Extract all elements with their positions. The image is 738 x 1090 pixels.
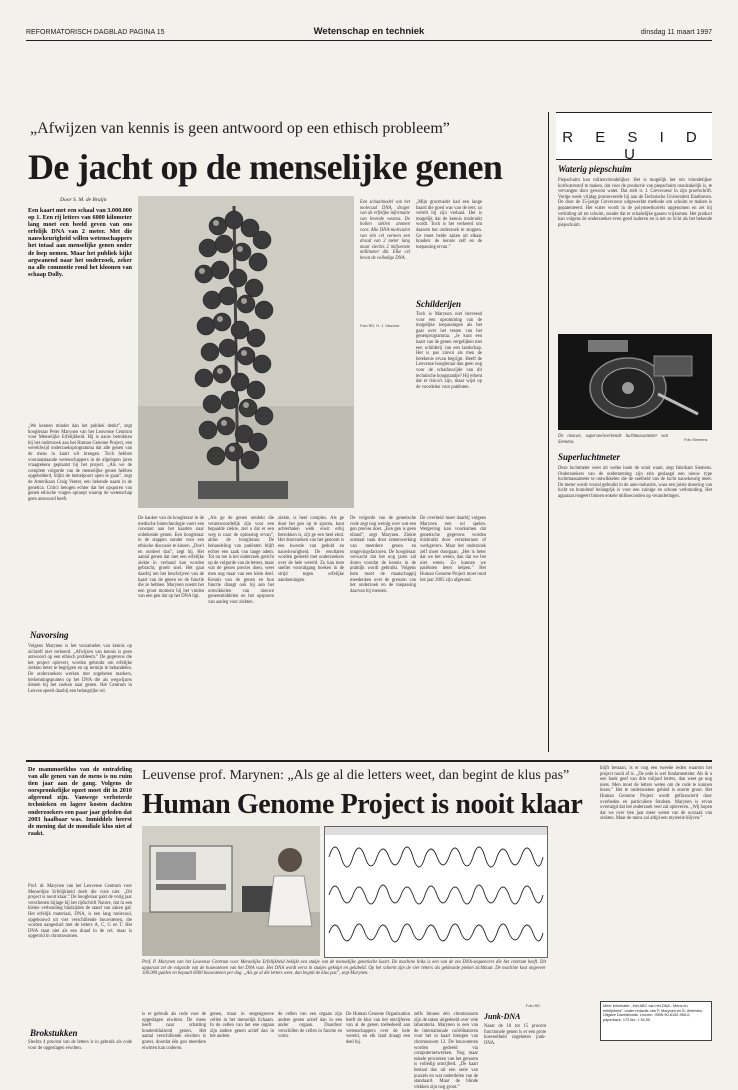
article2-col6-body2: Naast de 10 tot 15 procent functionele genen is er een grote hoeveelheid zogeheten junk-DNA. [484,1024,546,1046]
section-title: Wetenschap en techniek [313,26,425,37]
article2-col6-body: zelfs binnen één chromosoom zijn de taken uitgedeeld over vele laboratoria. Marynen is een van de internationale coördinatoren voor het in kaart brengen van chromosoom 12. De bouwstenen worden gedeeld via computernetwerken. Nog maar enkele procenten van het genoom is volledig ontcijferd. „De kaart bestaat dus uit een serie van puzzels en wat onderdelen van de standaard. Maar de blinde vlekken zijn nog groot.” [414,1012,478,1090]
article-divider [26,760,712,762]
article1-col1-body: „We kennen minder dan het publiek denkt”, zegt hoogleraar Peter Marynen van het Leuvense Centrum voor Menselijke Erfelijkheid. Hij is nauw betrokken bij het onderzoek aan het Human Genome Project, een wereldwijd onderzoeksprogramma dat alle genen van de mens in kaart wil brengen. Toch hebben vooraanstaande wetenschappers in de afgelopen jaren vraagtekens geplaatst bij het project. „Als we de complete volgorde van de menselijke genen hebben opgehelderd, blijkt de hemelpoort open te gaan”, zegt de Amerikaan Craig Venter, een bekende naam in de genetica. Critici betogen echter dat het opsporen van genen ethische vragen oproept waarop de wetenschap geen antwoord heeft. [28,424,132,502]
article1-col6-body: „Mijn grootvader had een lange baard die goed was van de teer, zo vertelt hij zijn verhaal. Het is mogelijk dat de kennis misbruikt wordt. Toch is het verkeerd om daarom het onderzoek te stoppen. Ge moet beide zaken uit elkaar houden: de kennis zelf en de toepassing ervan.” [416,200,482,250]
residu-subhead-superluchtmeter: Superluchtmeter [558,452,621,462]
article2-col7-body: blijft bestaan, is er nog een tweede reden waarom het project nooit af is. „De orde is wel fundamenteler. Als ik u een boek geef van drie miljard letters, dan weet ge nog niets. Men moet de letters weten om de code te kunnen lezen.” Het te onderzoeken gebied is enorm groot. Het Human Genome Project wordt gefinancierd door overheden en particuliere fondsen. Marynen is ervan overtuigd dat het onderzoek veel zal opleveren. „Wij hopen dat we over tien jaar meer weten van de oorzaak van ziekten. Maar de mens zal altijd een mysterie blijven.” [600,766,712,822]
residu-banner [556,112,712,163]
article1-subhead-navorsing: Navorsing [30,630,69,640]
article1-col1-body2: Volgens Marynen is het verzamelen van kennis op zichzelf niet verkeerd. „Afwijzen van kennis is geen antwoord op een ethisch probleem.” De gegevens die het project oplevert, worden gebruikt om erfelijke ziekten beter te begrijpen en op termijn te behandelen. De onderzoekers werken met zogeheten markers, herkenningspunten op het DNA die als wegwijzers dienen bij het zoeken naar genen. Het Centrum in Leuven speelt daarbij een belangrijke rol. [28,644,132,694]
residu-photo-credit: Foto Siemens [684,438,708,442]
column-divider [548,112,549,752]
dna-model-photo [138,196,354,508]
article2-col1-body2: Slechts 4 procent van de letters is in gebruik als code voor de opgeslagen eiwitten. [28,1040,132,1051]
book-info-text: Meer informatie: „Het ABC van het DNA - Mens en erfelijkheid”, onder redactie van P. Marynen en B. Weehles. Uitgave Davidsfonds. Leuven. ISBN 90-6152-965-0; paperback, 172 blz.; f 34,50. [603,1004,703,1022]
article1-headline: De jacht op de menselijke genen [28,147,503,187]
residu-subhead-piepschuim: Waterig piepschuim [558,164,632,174]
publication-name: REFORMATORISCH DAGBLAD PAGINA 15 [26,29,165,36]
residu-text-superluchtmeter: Deze luchtmeter weet uit welke hoek de wind waait, zegt fabrikant Siemens. Onderzoekers van de onderneming zijn erin geslaagd een nieuw type luchtmassameter te ontwikkelen die de snelheid van de lucht nauwkeurig meet. De meter wordt vooral gebruikt in de auto-industrie, waar een juiste dosering van lucht en brandstof belangrijk is voor een zuinige en schone verbranding. Het apparaat reageert binnen enkele milliseconden op veranderingen. [558,466,712,499]
article2-lead: De mammoetklus van de ontrafeling van alle genen van de mens is nu ruim tien jaar aan de gang. Volgens de oorspronkelijke opzet moet dit in 2010 afgerond zijn. Vanwege verbeterde technieken en lagere kosten dachten onderzoekers een paar jaar geleden dat 2003 haalbaar was. Inmiddels heerst de mening dat de mondiale klus niet af raakt. [28,766,132,837]
article1-photo-caption: Een schaalmodel van het molecuul DNA, drager van de erfelijke informatie van levende wezens. De bollen stellen atomen voor. Alle DNA-moleculen van één cel vormen een draad van 2 meter lang maar slechts 2 miljoenste millimeter dik. Elke cel bevat de volledige DNA. [360,200,410,261]
air-meter-photo [558,334,712,430]
residu-text-piepschuim: Piepschuim kan milieuvriendelijker. Het is mogelijk het om vriendelijker korfwaterstof te maken, dat voor de productie van piepschuim noodzakelijk is, te vervangen door gewoon water. Dat stelt ir. J. Crevecoeur in zijn proefschrift. Vorige week vrijdag promoveerde hij aan de Technische Universiteit Eindhoven. De door de 25-jarige Crevecoeur uitgewerkte methode om schuim te maken is gepatenteerd. Het water wordt in de polymeerkorrels opgenomen en zet bij verhitting uit tot schuim, zonder dat er schadelijke gassen vrijkomen. Het product kan volgens de onderzoeker even goed isoleren en is net zo licht als het bekende piepschuim. [558,178,712,228]
article1-byline: Door S. M. de Bruijn [60,197,107,203]
residu-photo-caption: De nieuwe, supersnelwerkende luchtmassameter van Siemens. [558,434,668,445]
article2-headline: Human Genome Project is nooit klaar [142,789,583,820]
article1-col7-body: De volgorde van de genetische code zegt nog weinig over wat een gen precies doet. „Een gen is geen eiland”, zegt Marynen. Ziekte ontstaat vaak door samenwerking van meerdere genen en omgevingsfactoren. De hoogleraar verwacht dat het nog jaren zal duren voordat de kennis in de praktijk wordt gebruikt. Volgens hem moet de maatschappij meedenken over de grenzen van het onderzoek en de toepassing daarvan bij mensen. [350,516,416,594]
article2-col5-body: De Human Genome Organization heeft de klus van het ontcijferen van al de genen toebedeeld aan wetenschappers over de hele wereld, en elk land draagt een deel bij. [346,1012,410,1045]
article2-photo-caption: Prof. P. Marynen van het Leuvense Centrum voor Menselijke Erfelijkheid bekijkt een stukje van de menselijke genetische kaart. De machine links is een van de zes DNA-sequencers die het centrum heeft. Dit apparaat zet de volgorde van de bouwstenen van het DNA vast. Het DNA wordt eerst in stukjes geknipt en gelabeld. Op het scherm zijn de vier letters als gekleurde pieken zichtbaar. De machine kost ongeveer 100.000 gulden en bepaalt 6000 bouwstenen per dag. „Als ge al die letters weet, dan begint de klus pas”, zegt Marynen. [142,960,546,977]
article2-col2-body: is er gebruik als code voor de opgeslagen eiwitten. De mens heeft naar schatting honderdduizend genen. Het aantal verschillende eiwitten is groter, doordat één gen meerdere eiwitten kan coderen. [142,1012,206,1051]
article2-photo-credit: Foto RD [526,1004,541,1008]
article2-kicker: Leuvense prof. Marynen: „Als ge al die letters weet, dan begint de klus pas” [142,768,570,783]
article1-col3-body: De kanker van de hoogleraar in de medische biotechnologie voert een constant aan het kaarten naar onbekende genen. Een hoogleraar in de stappen zonder voor een ethische discussie te kiezen. „Doe't en oordeel dan”, zegt hij. Het aantal genen dat met een erfelijke ziekte in verband kan worden gebracht, groeit snel. Het gaat daarbij om het beschrijven van de kaart van de genen en de functie die ze hebben. Marynen noemt het een groot moment bij het vinden van een gen dat op het DNA ligt. [138,516,204,600]
article1-photo-credit: Foto RD, H. J. Visscher [360,324,400,328]
lab-photo [142,826,320,956]
article2-subhead-junk-dna: Junk-DNA [484,1012,521,1021]
publication-date: dinsdag 11 maart 1997 [640,29,712,36]
article1-col8-body: De overheid moet daarbij volgens Marynen een rol spelen. Wetgeving kan voorkomen dat genetische gegevens worden misbruikt door verzekeraars of werkgevers. Maar het onderzoek zelf moet doorgaan. „Het is beter dat we het weten, dan dat we het niet weten. Zo kunnen we patiënten beter helpen.” Het Human Genome Project moet rond het jaar 2005 zijn afgerond. [420,516,486,583]
article2-col4-body: de cellen van een orgaan zijn andere genen actief dan in een ander orgaan. Daardoor verschillen de cellen in functie en vorm. [278,1012,342,1040]
article1-col5-body: ziekte, is heel complex. Als ge door het gen op te sporen, kunt achterhalen welk eiwit erbij betrokken is, zijt ge een heel eind. Het doorzoeken van het genoom is een kwestie van geduld en nauwkeurigheid. De resultaten worden gedeeld met onderzoekers over de hele wereld. Zo kan men sneller vooruitgang boeken in de strijd tegen erfelijke aandoeningen. [278,516,344,583]
article1-lead: Een kaart met een schaal van 3.000.000 op 1. Een rij letters van 6000 kilometer lang moet een beeld geven van ons erfelijk DNA van 2 meter. Met die nauwkeurigheid willen wetenschappers het totaal aan menselijke genen onder de loep nemen. Maar het publiek kijkt argwanend naar het onderzoek, zeker na alle commotie rond het kloonen van schaap Dolly. [28,207,132,278]
article1-col4-body: „Als ge de genen ontdekt die verantwoordelijk zijn voor een bepaalde ziekte, ziet u dat er een weg is naar de oplossing ervan”, aldus de hoogleraar. De behandeling van patiënten blijft echter een zaak van lange adem. Tot nu toe is het onderzoek gericht op de volgorde van de letters, maar wat de genen precies doen, weet men nog maar van een klein deel. Kennis van de genen en hun functie draagt ook bij aan het ontwikkelen van nieuwe geneesmiddelen en het opsporen van aanleg voor ziekten. [208,516,274,605]
page-header [26,26,712,41]
article1-kicker: „Afwijzen van kennis is geen antwoord op een ethisch probleem” [30,120,450,137]
sequencer-graph [324,826,548,958]
article1-col6-body2: Toch is Marynen niet bevreesd voor een opsomming van de mogelijke toepassingen als het gaat over het testen van het genenprogramma. „Je kunt een kaart van de genen vergelijken met een schilderij van een landschap. Het is pas zinvol als men de betekenis ervan begrijpt. Heeft de Leuvense hoogleraar dan geen oog voor de schaduwzijde van dit technische hoogstandje? Hij erkent dat er risico's zijn, maar wijst op de voordelen voor patiënten. [416,312,482,390]
article1-subhead-schilderijen: Schilderijen [416,299,462,309]
article2-subhead-brokstukken: Brokstukken [30,1028,78,1038]
residu-title: R E S I D U [562,129,706,163]
article2-col1-body: Prof. dr. Marynen van het Leuvense Centrum voor Menselijke Erfelijkheid deelt die visie niet. „Dit project is nooit klaar.” De hoogleraar pakt de vorig jaar verschenen bijlage bij het tijdschrift Nature, dat in een kleine verhouding bladzijden de stand van zaken gaf. Het erfelijk materiaal, DNA, is een lang molecuul, opgebouwd uit vier verschillende bouwstenen, die worden aangeduid met de letters A, C, G en T. Het DNA staat niet als een draad in de cel, maar is opgerold in chromosomen. [28,884,132,940]
book-info-box [600,1001,712,1041]
article2-col3-body: genen, maar in stegengroeve cellen in het menselijk lichaam. In de cellen van het ene orgaan zijn andere genen actief dan in het andere. [210,1012,274,1040]
